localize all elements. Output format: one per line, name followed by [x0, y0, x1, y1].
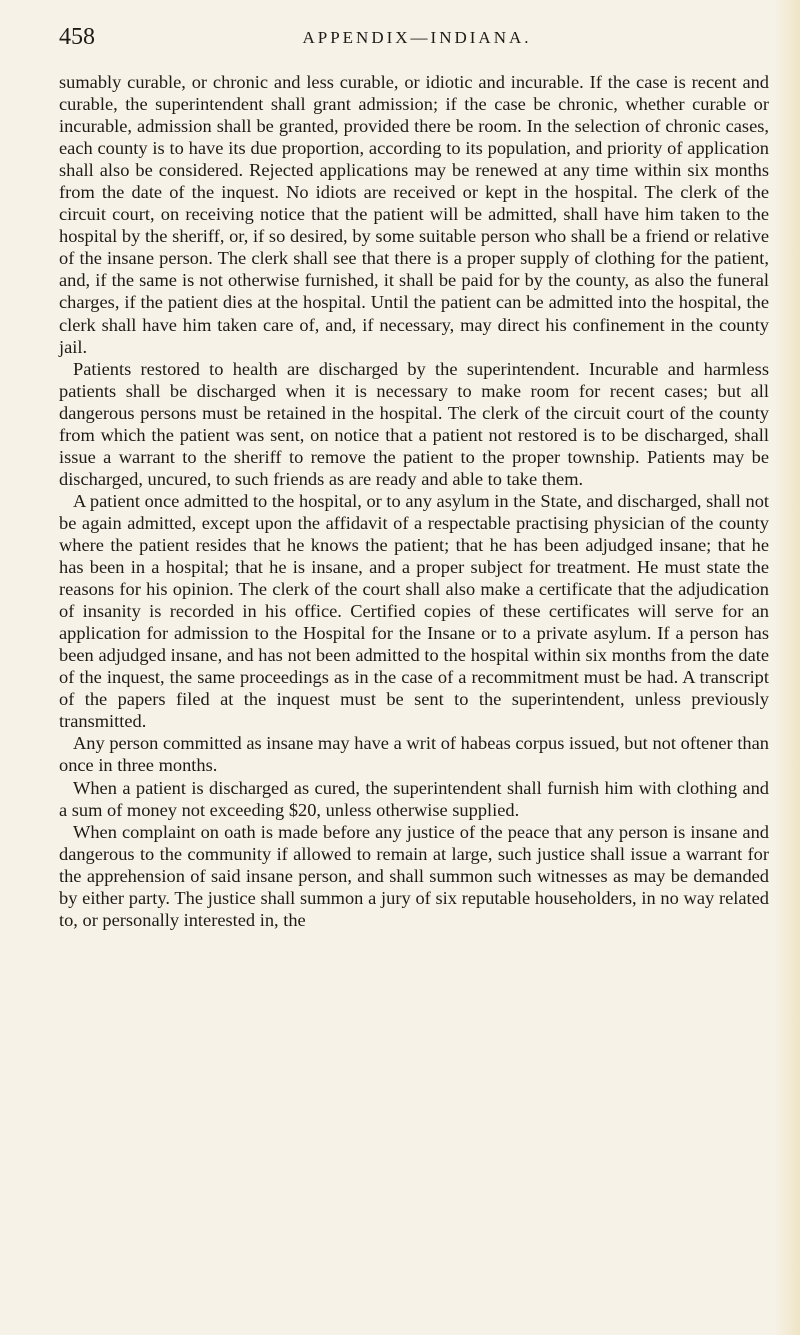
- paragraph-continued: sumably curable, or chronic and less curable, or idiotic and incurable. If the case is recent and curable, the superintendent shall grant admission; if the case be chronic, whether curable or incurable, admission shall be granted, provided there be room. In the selection of chronic cases, each county is to have its due proportion, according to its population, and priority of application shall also be considered. Rejected applications may be renewed at any time within six months from the date of the inquest. No idiots are received or kept in the hospital. The clerk of the circuit court, on receiving notice that the patient will be admitted, shall have him taken to the hospital by the sheriff, or, if so desired, by some suitable person who shall be a friend or relative of the insane person. The clerk shall see that there is a proper supply of clothing for the patient, and, if the same is not otherwise furnished, it shall be paid for by the county, as also the funeral charges, if the patient dies at the hospital. Until the patient can be admitted into the hospital, the clerk shall have him taken care of, and, if necessary, may direct his confinement in the county jail.: [59, 72, 769, 357]
- paragraph-readmission: A patient once admitted to the hospital, or to any asylum in the State, and discharged, shall not be again admitted, except upon the affidavit of a respectable practising physician of the county where the patient resides that he knows the patient; that he has been adjudged insane; that he has been in a hospital; that he is insane, and a proper subject for treatment. He must state the reasons for his opinion. The clerk of the court shall also make a certificate that the adjudication of insanity is recorded in his office. Certified copies of these certificates will serve for an application for admission to the Hospital for the Insane or to a private asylum. If a person has been adjudged insane, and has not been admitted to the hospital within six months from the date of the inquest, the same proceedings as in the case of a recommitment must be had. A transcript of the papers filed at the inquest must be sent to the superintendent, unless previously transmitted.: [59, 490, 769, 732]
- running-title: APPENDIX—INDIANA.: [302, 28, 532, 47]
- paragraph-habeas-corpus: Any person committed as insane may have a writ of habeas corpus issued, but not oftener than once in three months.: [59, 733, 769, 776]
- body-text: [59, 71, 769, 931]
- running-head: [59, 22, 769, 52]
- paragraph-clothing-money: When a patient is discharged as cured, the superintendent shall furnish him with clothing and a sum of money not exceeding $20, unless otherwise supplied.: [59, 777, 769, 820]
- paragraph-complaint: When complaint on oath is made before any justice of the peace that any person is insane and dangerous to the community if allowed to remain at large, such justice shall issue a warrant for the apprehension of said insane person, and shall summon such witnesses as may be demanded by either party. The justice shall summon a jury of six reputable householders, in no way related to, or personally interested in, the: [59, 821, 769, 930]
- paragraph-discharge: Patients restored to health are discharged by the superintendent. Incurable and harmless patients shall be discharged when it is necessary to make room for recent cases; but all dangerous persons must be retained in the hospital. The clerk of the circuit court of the county from which the patient was sent, on notice that a patient not restored is to be discharged, shall issue a warrant to the sheriff to remove the patient to the proper township. Patients may be discharged, uncured, to such friends as are ready and able to take them.: [59, 358, 769, 489]
- page-number: 458: [59, 24, 95, 50]
